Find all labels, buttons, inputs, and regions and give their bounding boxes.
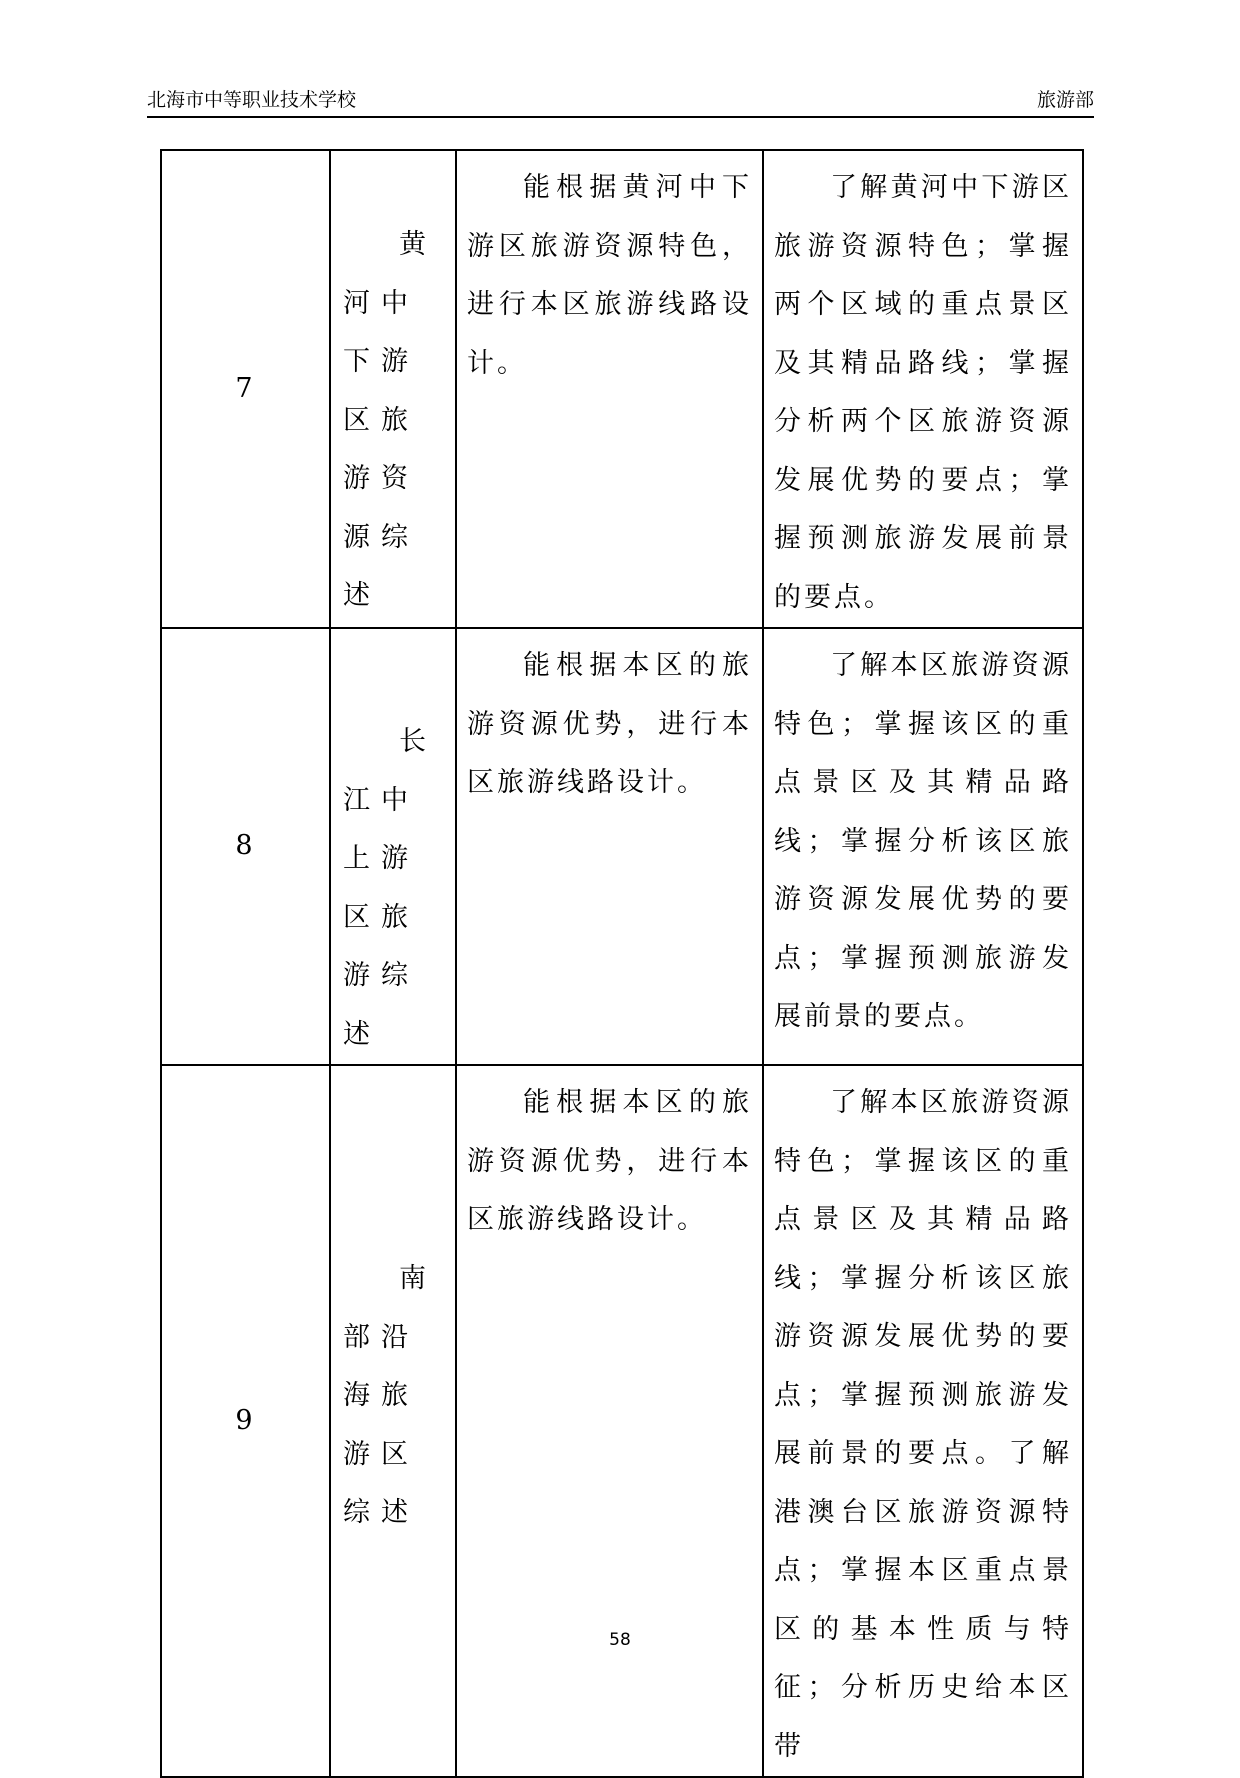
topic-name-text: 黄河中下游区旅游资源综述 [343, 229, 437, 611]
topic-name-text: 南部沿海旅游区综述 [343, 1263, 437, 1528]
table-row [161, 628, 1083, 1065]
ability-text: 能根据本区的旅游资源优势，进行本区旅游线路设计。 [467, 1087, 752, 1235]
ability-text: 能根据黄河中下游区旅游资源特色，进行本区旅游线路设计。 [467, 172, 752, 379]
topic-name [330, 1065, 456, 1777]
page-number: 58 [609, 1630, 631, 1650]
course-table [160, 149, 1084, 1778]
page-header [147, 86, 1094, 118]
knowledge-text: 了解本区旅游资源特色；掌握该区的重点景区及其精品路线；掌握分析该区旅游资源发展优势的要点；掌握预测旅游发展前景的要点。 [774, 650, 1072, 1032]
ability-requirement [456, 628, 763, 1065]
knowledge-requirement [763, 150, 1083, 628]
knowledge-requirement [763, 628, 1083, 1065]
row-number: 9 [161, 1065, 330, 1777]
department-name: 旅游部 [1036, 89, 1094, 111]
row-number: 7 [161, 150, 330, 628]
ability-requirement [456, 150, 763, 628]
topic-name [330, 150, 456, 628]
ability-requirement [456, 1065, 763, 1777]
table-row [161, 1065, 1083, 1777]
school-name: 北海市中等职业技术学校 [147, 89, 357, 111]
knowledge-text: 了解黄河中下游区旅游资源特色；掌握两个区域的重点景区及其精品路线；掌握分析两个区旅游资源发展优势的要点；掌握预测旅游发展前景的要点。 [774, 172, 1072, 613]
table-row [161, 150, 1083, 628]
knowledge-text: 了解本区旅游资源特色；掌握该区的重点景区及其精品路线；掌握分析该区旅游资源发展优势的要点；掌握预测旅游发展前景的要点。了解港澳台区旅游资源特点；掌握本区重点景区的基本性质与特征；分析历史给本区带 [774, 1087, 1072, 1762]
topic-name [330, 628, 456, 1065]
topic-name-text: 长江中上游区旅游综述 [343, 726, 437, 1050]
knowledge-requirement [763, 1065, 1083, 1777]
row-number: 8 [161, 628, 330, 1065]
ability-text: 能根据本区的旅游资源优势，进行本区旅游线路设计。 [467, 650, 752, 798]
